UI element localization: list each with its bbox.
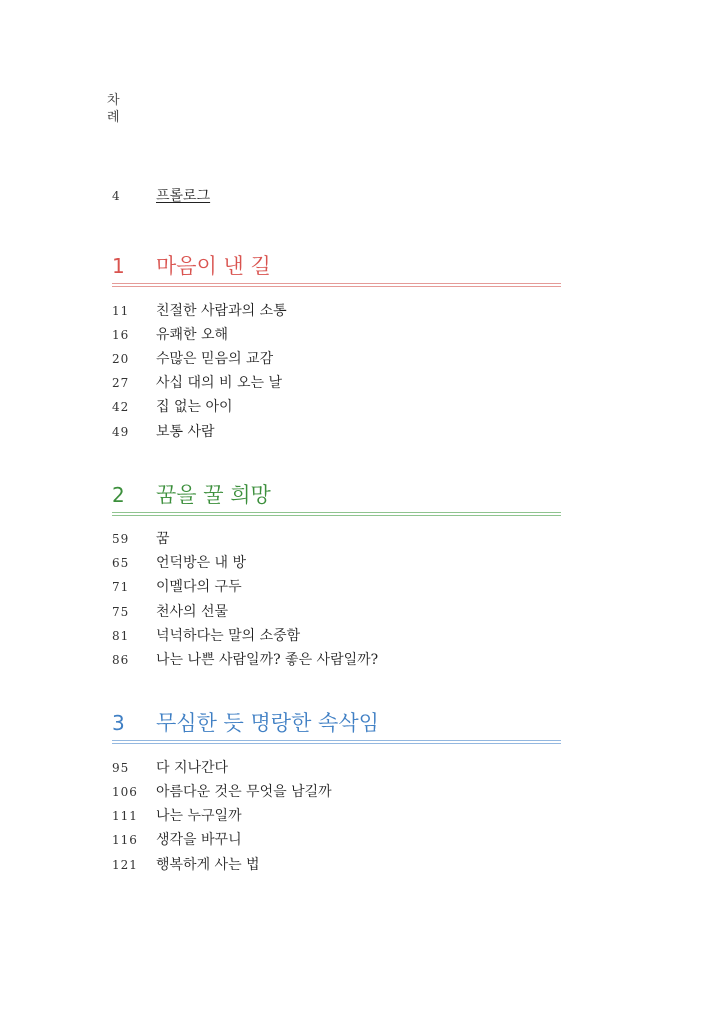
- chapter-3-heading[interactable]: [112, 706, 562, 740]
- entry-title: 나는 나쁜 사람일까? 좋은 사람일까?: [156, 652, 379, 668]
- entry-title: 꿈: [156, 531, 170, 547]
- entry-title: 넉넉하다는 말의 소중함: [156, 628, 301, 644]
- page-number: 95: [112, 761, 130, 775]
- entry-title: 유쾌한 오해: [156, 327, 229, 343]
- page-number: 4: [112, 189, 121, 203]
- chapter-number: 3: [112, 711, 125, 735]
- page-number: 71: [112, 580, 130, 594]
- toc-heading-char: 차: [107, 93, 120, 108]
- entry-title: 언덕방은 내 방: [156, 555, 247, 571]
- page-number: 20: [112, 352, 130, 366]
- chapter-title: 꿈을 꿀 희망: [156, 483, 271, 507]
- page-number: 86: [112, 653, 130, 667]
- chapter-title: 무심한 듯 명랑한 속삭임: [156, 711, 379, 735]
- page-number: 116: [112, 833, 138, 847]
- page-number: 27: [112, 376, 130, 390]
- chapter-1-rule: [112, 283, 561, 287]
- page-number: 81: [112, 629, 130, 643]
- chapter-number: 2: [112, 483, 125, 507]
- page-number: 11: [112, 304, 130, 318]
- toc-heading-char: 례: [107, 110, 120, 125]
- chapter-3-rule: [112, 740, 561, 744]
- page-number: 121: [112, 858, 138, 872]
- entry-title: 보통 사람: [156, 424, 215, 440]
- toc-heading: [107, 92, 127, 126]
- chapter-title: 마음이 낸 길: [156, 254, 271, 278]
- entry-title: 이멜다의 구두: [156, 579, 242, 595]
- entry-title: 프롤로그: [156, 188, 211, 204]
- page-number: 75: [112, 605, 130, 619]
- entry-title: 나는 누구일까: [156, 808, 242, 824]
- page-number: 42: [112, 400, 130, 414]
- chapter-number: 1: [112, 254, 125, 278]
- page-number: 106: [112, 785, 138, 799]
- chapter-1-heading[interactable]: [112, 249, 562, 283]
- page-number: 111: [112, 809, 138, 823]
- entry-title: 다 지나간다: [156, 760, 229, 776]
- entry-title: 생각을 바꾸니: [156, 832, 242, 848]
- page-number: 16: [112, 328, 130, 342]
- entry-title: 수많은 믿음의 교감: [156, 351, 274, 367]
- entry-title: 집 없는 아이: [156, 399, 233, 415]
- entry-title: 아름다운 것은 무엇을 남길까: [156, 784, 332, 800]
- entry-title: 사십 대의 비 오는 날: [156, 375, 282, 391]
- chapter-2-rule: [112, 512, 561, 516]
- page-number: 65: [112, 556, 130, 570]
- entry-title: 친절한 사람과의 소통: [156, 303, 287, 319]
- entry-title: 천사의 선물: [156, 604, 229, 620]
- page-number: 49: [112, 425, 130, 439]
- page-number: 59: [112, 532, 130, 546]
- entry-title: 행복하게 사는 법: [156, 857, 260, 873]
- chapter-2-heading[interactable]: [112, 478, 562, 512]
